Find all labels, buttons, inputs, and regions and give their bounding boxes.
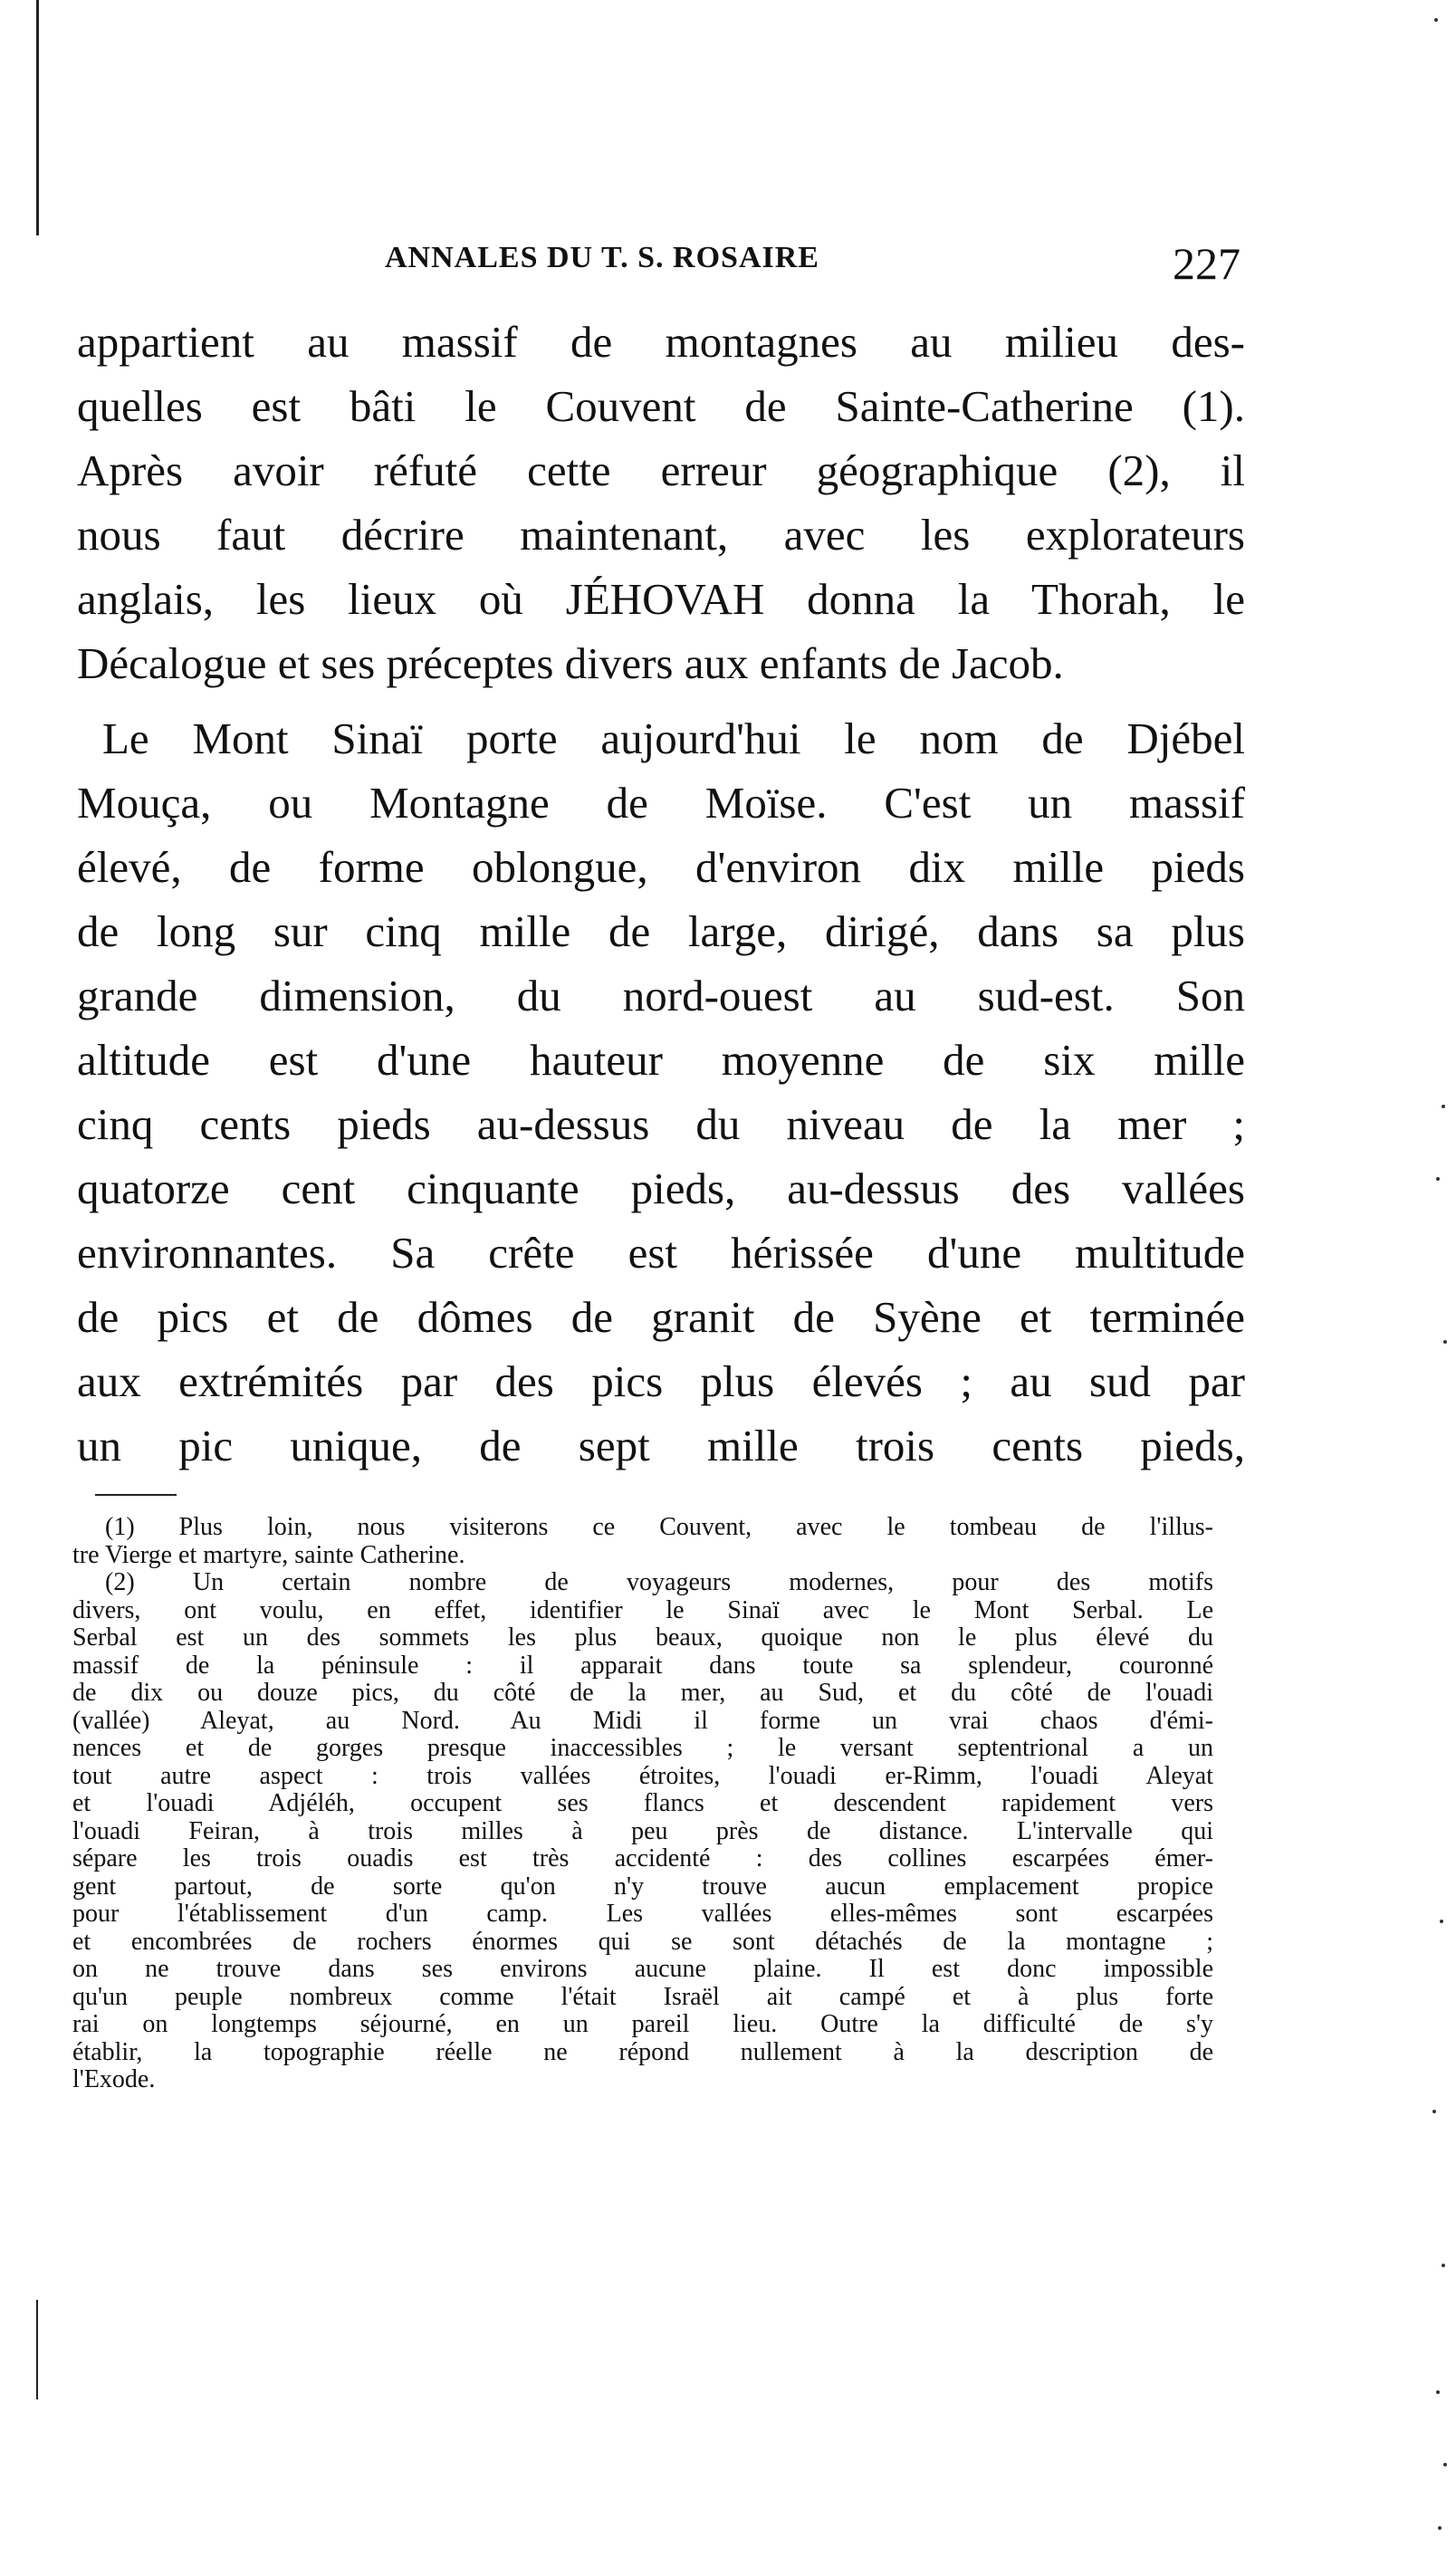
page-number: 227 (1173, 238, 1240, 289)
body-line: un pic unique, de sept mille trois cents pieds, (77, 1421, 1245, 1470)
body-text (77, 310, 1245, 1478)
body-line: élevé, de forme oblongue, d'environ dix mille pieds (77, 842, 1245, 892)
body-line: Le Mont Sinaï porte aujourd'hui le nom de Djébel (102, 713, 1245, 763)
footnote-line: rai on longtemps séjourné, en un pareil lieu. Outre la difficulté de s'y (72, 2010, 1213, 2038)
body-line: quelles est bâti le Couvent de Sainte-Catherine (1). (77, 381, 1245, 431)
body-line: Après avoir réfuté cette erreur géographique (2), il (77, 445, 1245, 495)
body-line: Mouça, ou Montagne de Moïse. C'est un massif (77, 778, 1245, 828)
running-header (385, 237, 1240, 292)
body-line: Décalogue et ses préceptes divers aux enfants de Jacob. (77, 638, 1064, 688)
footnote-line: établir, la topographie réelle ne répond nullement à la description de (72, 2037, 1213, 2066)
footnote-line: Serbal est un des sommets les plus beaux, quoique non le plus élevé du (72, 1623, 1213, 1652)
footnote-line: qu'un peuple nombreux comme l'était Israël ait campé et à plus forte (72, 1982, 1213, 2011)
scan-gutter-line-lower (36, 2300, 38, 2399)
body-line: de long sur cinq mille de large, dirigé, dans sa plus (77, 906, 1245, 956)
scan-gutter-line (36, 0, 39, 235)
body-line: appartient au massif de montagnes au milieu des- (77, 317, 1245, 367)
body-line: nous faut décrire maintenant, avec les explorateurs (77, 510, 1245, 560)
body-line: altitude est d'une hauteur moyenne de six mille (77, 1035, 1245, 1085)
scan-speckles (1422, 0, 1449, 2576)
footnote-line: l'ouadi Feiran, à trois milles à peu près de distance. L'intervalle qui (72, 1816, 1213, 1845)
footnote-line: pour l'établissement d'un camp. Les vallées elles-mêmes sont escarpées (72, 1900, 1213, 1928)
footnote-line: sépare les trois ouadis est très accidenté : des collines escarpées émer- (72, 1844, 1213, 1872)
footnote-line: de dix ou douze pics, du côté de la mer, au Sud, et du côté de l'ouadi (72, 1679, 1213, 1707)
footnote-line: (1) Plus loin, nous visiterons ce Couvent, avec le tombeau de l'illus- (105, 1513, 1213, 1541)
footnote-divider (95, 1494, 177, 1496)
footnote-line: divers, ont voulu, en effet, identifier le Sinaï avec le Mont Serbal. Le (72, 1595, 1213, 1624)
footnote-line: et l'ouadi Adjéléh, occupent ses flancs et descendent rapidement vers (72, 1789, 1213, 1817)
body-line: anglais, les lieux où JÉHOVAH donna la Thorah, le (77, 574, 1245, 624)
footnote-line: tout autre aspect : trois vallées étroites, l'ouadi er-Rimm, l'ouadi Aleyat (72, 1761, 1213, 1790)
footnote-line: on ne trouve dans ses environs aucune plaine. Il est donc impossible (72, 1955, 1213, 1983)
body-line: de pics et de dômes de granit de Syène et terminée (77, 1292, 1245, 1342)
footnote-line: (2) Un certain nombre de voyageurs modernes, pour des motifs (105, 1568, 1213, 1596)
footnote-line: l'Exode. (72, 2065, 156, 2093)
footnote-line: et encombrées de rochers énormes qui se sont détachés de la montagne ; (72, 1927, 1213, 1956)
body-line: quatorze cent cinquante pieds, au-dessus des vallées (77, 1164, 1245, 1213)
footnote-line: nences et de gorges presque inaccessibles ; le versant septentrional a un (72, 1734, 1213, 1762)
body-line: environnantes. Sa crête est hérissée d'une multitude (77, 1228, 1245, 1278)
footnote-line: tre Vierge et martyre, sainte Catherine. (72, 1540, 465, 1569)
body-line: cinq cents pieds au-dessus du niveau de la mer ; (77, 1099, 1245, 1149)
footnotes (72, 1514, 1213, 2094)
footnote-line: massif de la péninsule : il apparait dans toute sa splendeur, couronné (72, 1651, 1213, 1680)
running-title: ANNALES DU T. S. ROSAIRE (385, 241, 819, 274)
footnote-line: (vallée) Aleyat, au Nord. Au Midi il forme un vrai chaos d'émi- (72, 1706, 1213, 1735)
body-line: grande dimension, du nord-ouest au sud-est. Son (77, 971, 1245, 1020)
body-line: aux extrémités par des pics plus élevés ; au sud par (77, 1356, 1245, 1406)
footnote-line: gent partout, de sorte qu'on n'y trouve aucun emplacement propice (72, 1872, 1213, 1901)
